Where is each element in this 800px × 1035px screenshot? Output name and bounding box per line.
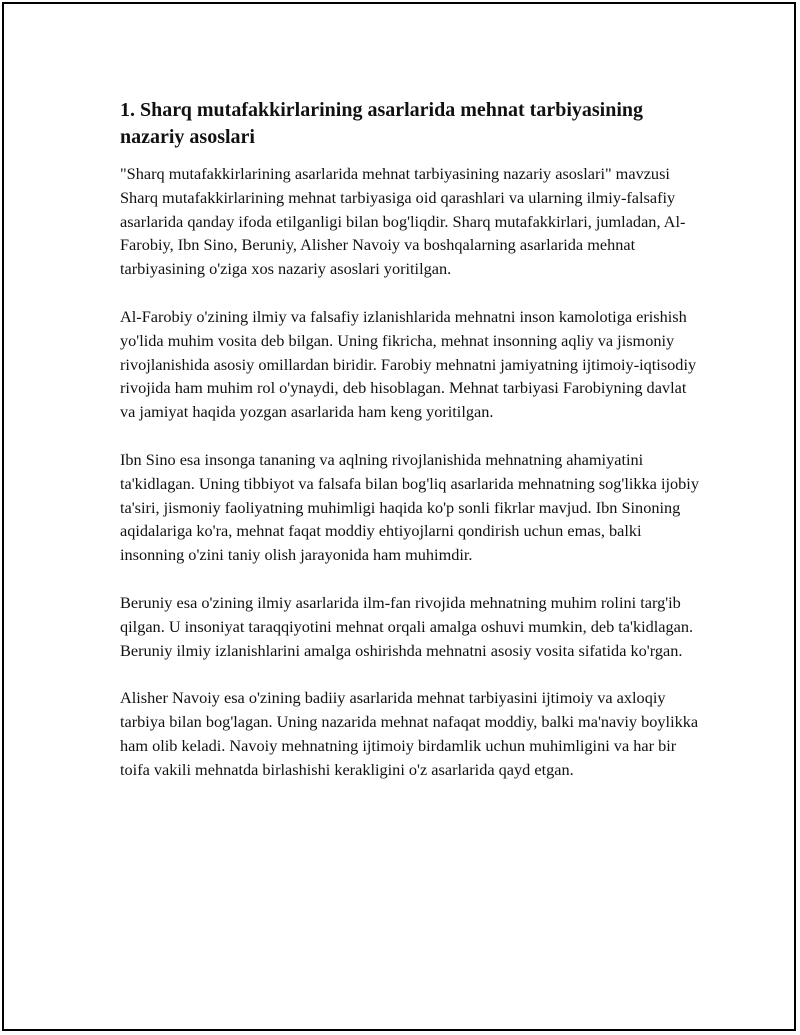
paragraph-alisher-navoiy: Alisher Navoiy esa o'zining badiiy asarlarida mehnat tarbiyasini ijtimoiy va axloqiy tarbiya bilan bog'lagan. Uning nazarida mehnat nafaqat moddiy, balki ma'naviy boylikka ham olib keladi. Navoiy mehnatning ijtimoiy birdamlik uchun muhimligini va har bir toifa vakili mehnatda birlashishi kerakligini o'z asarlarida qayd etgan. [120, 688, 699, 779]
paragraph-beruniy: Beruniy esa o'zining ilmiy asarlarida ilm-fan rivojida mehnatning muhim rolini targ'ib qilgan. U insoniyat taraqqiyotini mehnat orqali amalga oshuvi mumkin, deb ta'kidlagan. Beruniy ilmiy izlanishlarini amalga oshirishda mehnatni asosiy vosita sifatida ko'rgan. [120, 592, 694, 660]
section-heading: 1. Sharq mutafakkirlarining asarlarida mehnat tarbiyasining nazariy asoslari [120, 99, 644, 148]
paragraph-ibn-sino: Ibn Sino esa insonga tananing va aqlning rivojlanishida mehnatning ahamiyatini ta'kidlagan. Uning tibbiyot va falsafa bilan bog'liq asarlarida mehnatning sog'likka ijobiy ta'siri, jismoniy faoliyatning muhimligi haqida ko'p sonli fikrlar mavjud. Ibn Sinoning aqidalariga ko'ra, mehnat faqat moddiy ehtiyojlarni qondirish uchun emas, balki insonning o'zini taniy olish jarayonida ham muhimdir. [120, 449, 699, 565]
paragraph-al-farobiy: Al-Farobiy o'zining ilmiy va falsafiy izlanishlarida mehnatni inson kamolotiga erishish yo'lida muhim vosita deb bilgan. Uning fikricha, mehnat insonning aqliy va jismoniy rivojlanishida asosiy omillardan biridir. Farobiy mehnatni jamiyatning ijtimoiy-iqtisodiy rivojida ham muhim rol o'ynaydi, deb hisoblagan. Mehnat tarbiyasi Farobiyning davlat va jamiyat haqida yozgan asarlarida ham keng yoritilgan. [120, 306, 697, 422]
document-page [2, 2, 796, 1031]
document-body [120, 97, 700, 806]
paragraph-intro: "Sharq mutafakkirlarining asarlarida mehnat tarbiyasining nazariy asoslari" mavzusi Sharq mutafakkirlarining mehnat tarbiyasiga oid qarashlari va ularning ilmiy-falsafiy asarlarida qanday ifoda etilganligi bilan bog'liqdir. Sharq mutafakkirlari, jumladan, Al-Farobiy, Ibn Sino, Beruniy, Alisher Navoiy va boshqalarning asarlarida mehnat tarbiyasining o'ziga xos nazariy asoslari yoritilgan. [120, 164, 686, 279]
